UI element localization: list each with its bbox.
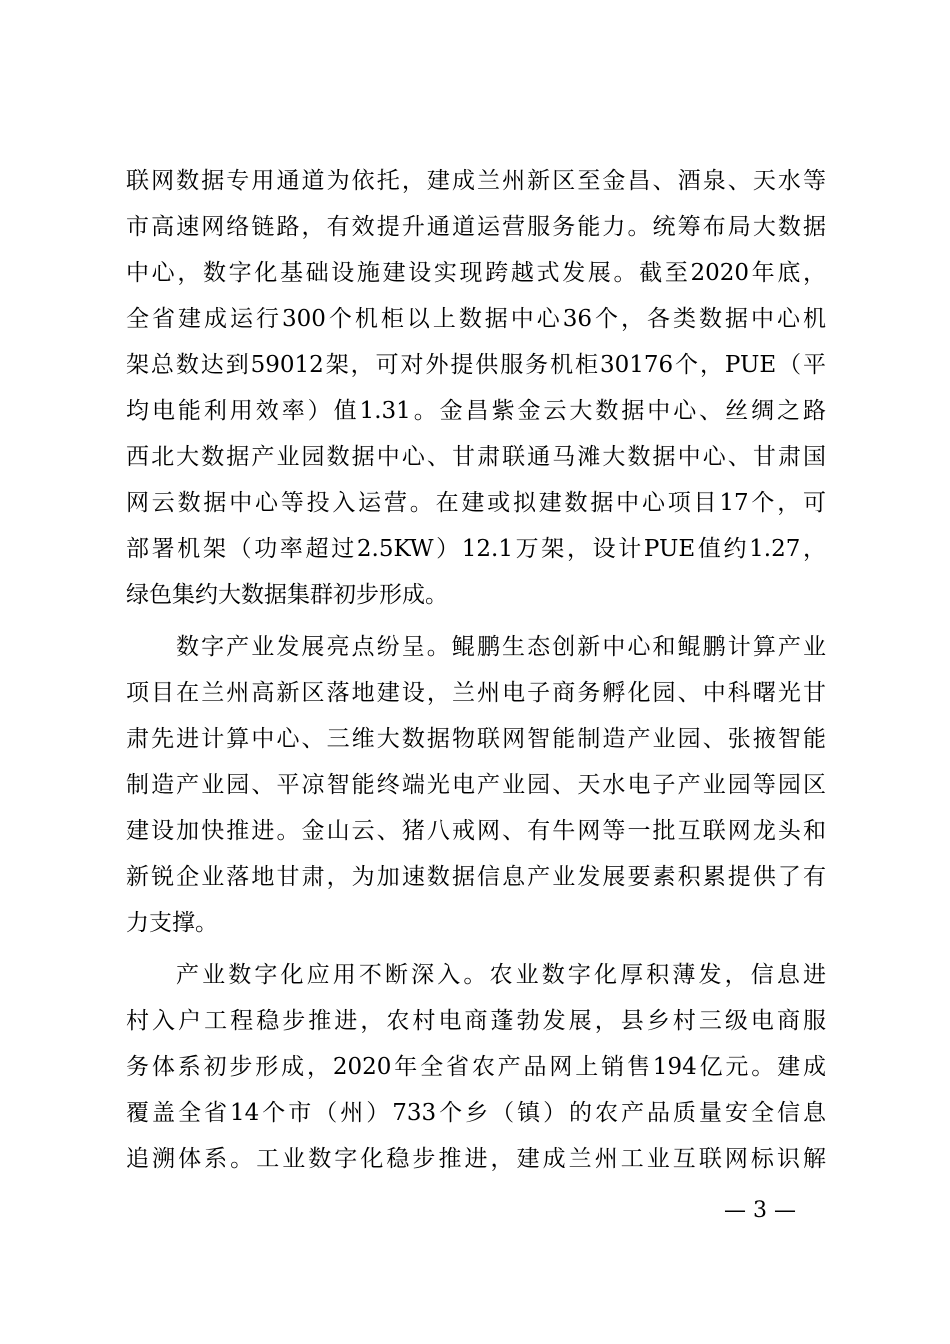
page-number: — 3 — — [724, 1198, 796, 1223]
text-line: 制造产业园、平凉智能终端光电产业园、天水电子产业园等园区 — [126, 772, 826, 798]
text-line: 追溯体系。工业数字化稳步推进，建成兰州工业互联网标识解 — [126, 1146, 826, 1172]
text-line: 联网数据专用通道为依托，建成兰州新区至金昌、酒泉、天水等 — [126, 168, 826, 194]
text-line: 市高速网络链路，有效提升通道运营服务能力。统筹布局大数据 — [126, 214, 826, 240]
text-line: 全省建成运行300个机柜以上数据中心36个，各类数据中心机 — [126, 306, 826, 332]
text-line: 村入户工程稳步推进，农村电商蓬勃发展，县乡村三级电商服 — [126, 1008, 826, 1034]
text-line: 均电能利用效率）值1.31。金昌紫金云大数据中心、丝绸之路 — [126, 398, 826, 424]
text-line: 部署机架（功率超过2.5KW）12.1万架，设计PUE值约1.27， — [126, 536, 826, 562]
text-line: 产业数字化应用不断深入。农业数字化厚积薄发，信息进 — [176, 962, 826, 988]
text-line: 西北大数据产业园数据中心、甘肃联通马滩大数据中心、甘肃国 — [126, 444, 826, 470]
text-line: 肃先进计算中心、三维大数据物联网智能制造产业园、张掖智能 — [126, 726, 826, 752]
text-line: 新锐企业落地甘肃，为加速数据信息产业发展要素积累提供了有 — [126, 864, 826, 890]
text-line: 网云数据中心等投入运营。在建或拟建数据中心项目17个，可 — [126, 490, 826, 516]
text-line: 建设加快推进。金山云、猪八戒网、有牛网等一批互联网龙头和 — [126, 818, 826, 844]
text-line: 数字产业发展亮点纷呈。鲲鹏生态创新中心和鲲鹏计算产业 — [176, 634, 826, 660]
text-line: 务体系初步形成，2020年全省农产品网上销售194亿元。建成 — [126, 1054, 826, 1080]
text-line: 绿色集约大数据集群初步形成。 — [126, 582, 448, 608]
text-line: 架总数达到59012架，可对外提供服务机柜30176个，PUE（平 — [126, 352, 826, 378]
text-line: 项目在兰州高新区落地建设，兰州电子商务孵化园、中科曙光甘 — [126, 680, 826, 706]
text-line: 力支撑。 — [126, 910, 218, 936]
text-line: 覆盖全省14个市（州）733个乡（镇）的农产品质量安全信息 — [126, 1100, 826, 1126]
text-line: 中心，数字化基础设施建设实现跨越式发展。截至2020年底， — [126, 260, 826, 286]
